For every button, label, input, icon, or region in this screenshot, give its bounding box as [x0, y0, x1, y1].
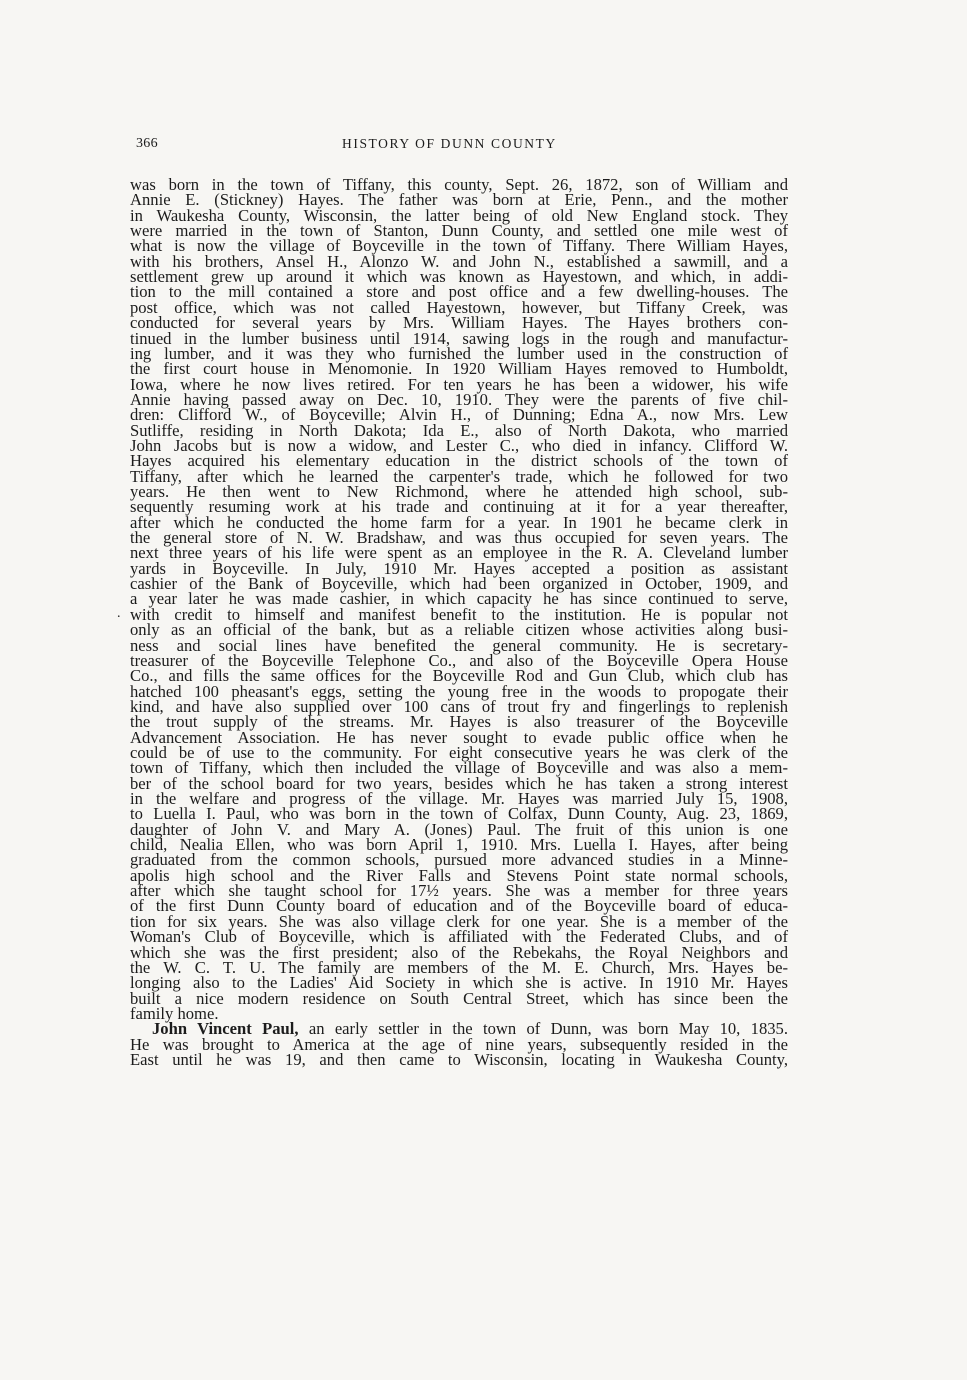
- text-line: with credit to himself and manifest benefit to the institution. He is popular not: [130, 604, 788, 624]
- text-line: could be of use to the community. For eight consecutive years he was clerk of the: [130, 742, 788, 762]
- text-line: graduated from the common schools, pursued more advanced studies in a Minne-: [130, 850, 788, 870]
- text-line: cashier of the Bank of Boyceville, which had been organized in October, 1909, and: [130, 574, 788, 594]
- text-line: settlement grew up around it which was known as Hayestown, and which, in addi-: [130, 267, 788, 287]
- text-line: only as an official of the bank, but as a reliable citizen whose activities along busi-: [130, 620, 788, 640]
- text-line: kind, and have also supplied over 100 cans of trout fry and fingerlings to replenish: [130, 696, 788, 716]
- text-line: dren: Clifford W., of Boyceville; Alvin H., of Dunning; Edna A., now Mrs. Lew: [130, 405, 788, 425]
- text-line: to Luella I. Paul, who was born in the town of Colfax, Dunn County, Aug. 23, 1869,: [130, 804, 788, 824]
- text-line: conducted for several years by Mrs. William Hayes. The Hayes brothers con-: [130, 313, 788, 333]
- text-line: Iowa, where he now lives retired. For ten years he has been a widower, his wife: [130, 374, 788, 394]
- text-line: after which she taught school for 17½ years. She was a member for three years: [130, 881, 788, 901]
- text-line: John Jacobs but is now a widow, and Lester C., who died in infancy. Clifford W.: [130, 435, 788, 455]
- text-line: town of Tiffany, which then included the village of Boyceville and was also a mem-: [130, 758, 788, 778]
- text-line: the W. C. T. U. The family are members of the M. E. Church, Mrs. Hayes be-: [130, 957, 788, 977]
- text-line: daughter of John V. and Mary A. (Jones) Paul. The fruit of this union is one: [130, 819, 788, 839]
- text-line: family home.: [130, 1003, 219, 1023]
- text-line: Annie E. (Stickney) Hayes. The father was born at Erie, Penn., and the mother: [130, 190, 788, 210]
- text-line: in Waukesha County, Wisconsin, the latter being of old New England stock. They: [130, 205, 788, 225]
- running-head: HISTORY OF DUNN COUNTY: [342, 136, 557, 151]
- text-line: tion for six years. She was also village clerk for one year. She is a member of the: [130, 911, 788, 931]
- text-line: sequently resuming work at his trade and continuing at it for a year thereafter,: [130, 497, 788, 517]
- text-line: a year later he was made cashier, in which capacity he has since continued to serve,: [130, 589, 788, 609]
- text-line: of the first Dunn County board of education and of the Boyceville board of educa-: [130, 896, 788, 916]
- text-line: Co., and fills the same offices for the Boyceville Rod and Gun Club, which club has: [130, 666, 788, 686]
- text-line: were married in the town of Stanton, Dunn County, and settled one mile west of: [130, 221, 788, 241]
- margin-mark: .: [117, 606, 121, 621]
- text-line: after which he conducted the home farm for a year. In 1901 he became clerk in: [130, 512, 788, 532]
- text-line: ber of the school board for two years, besides which he has taken a strong interest: [130, 773, 788, 793]
- text-line: built a nice modern residence on South Central Street, which has since been the: [130, 988, 788, 1008]
- text-line: tinued in the lumber business until 1914, sawing logs in the rough and manufactur-: [130, 328, 788, 348]
- text-line: years. He then went to New Richmond, where he attended high school, sub-: [130, 482, 788, 501]
- entry-first-line-text: an early settler in the town of Dunn, was born May 10, 1835.: [298, 1019, 788, 1039]
- text-line: with his brothers, Ansel H., Alonzo W. and John N., established a sawmill, and a: [130, 251, 788, 271]
- text-line: Advancement Association. He has never sought to evade public office when he: [130, 727, 788, 747]
- text-line: He was brought to America at the age of nine years, subsequently resided in the: [130, 1034, 788, 1054]
- text-line: which she was the first president; also of the Rebekahs, the Royal Neighbors and: [130, 942, 788, 962]
- text-line: what is now the village of Boyceville in the town of Tiffany. There William Hayes,: [130, 236, 788, 256]
- text-line: Tiffany, after which he learned the carpenter's trade, which he followed for two: [130, 466, 788, 486]
- text-line: post office, which was not called Hayestown, however, but Tiffany Creek, was: [130, 297, 788, 317]
- text-line: apolis high school and the River Falls and Stevens Point state normal schools,: [130, 865, 788, 885]
- text-line: tion to the mill contained a store and post office and a few dwelling-houses. The: [130, 282, 788, 302]
- text-line: longing also to the Ladies' Aid Society in which she is active. In 1910 Mr. Hayes: [130, 973, 788, 993]
- text-line: the trout supply of the streams. Mr. Hayes is also treasurer of the Boyceville: [130, 712, 788, 732]
- text-line: the general store of N. W. Bradshaw, and was thus occupied for seven years. The: [130, 528, 788, 548]
- text-line: Hayes acquired his elementary education in the district schools of the town of: [130, 451, 788, 471]
- text-line: the first court house in Menomonie. In 1920 William Hayes removed to Humboldt,: [130, 359, 788, 379]
- text-line: was born in the town of Tiffany, this county, Sept. 26, 1872, son of William and: [130, 175, 788, 194]
- text-line: next three years of his life were spent as an employee in the R. A. Cleveland lumber: [130, 543, 788, 563]
- text-line: Annie having passed away on Dec. 10, 1910. They were the parents of five chil-: [130, 389, 788, 409]
- text-line: child, Nealia Ellen, who was born April 1, 1910. Mrs. Luella I. Hayes, after being: [130, 835, 788, 855]
- text-line: ing lumber, and it was they who furnished the lumber used in the construction of: [130, 343, 788, 363]
- text-line: yards in Boyceville. In July, 1910 Mr. Hayes accepted a position as assistant: [130, 558, 788, 578]
- text-line: Woman's Club of Boyceville, which is affiliated with the Federated Clubs, and of: [130, 927, 788, 947]
- text-line: treasurer of the Boyceville Telephone Co., and also of the Boyceville Opera House: [130, 650, 788, 670]
- page-header: [136, 136, 836, 156]
- entry-name: John Vincent Paul,: [152, 1019, 299, 1039]
- text-line: ness and social lines have benefited the general community. He is secretary-: [130, 635, 788, 655]
- page-number: 366: [136, 136, 158, 151]
- text-line: Sutliffe, residing in North Dakota; Ida E., also of North Dakota, who married: [130, 420, 788, 440]
- text-line: hatched 100 pheasant's eggs, setting the young free in the woods to propogate their: [130, 681, 788, 701]
- text-line: East until he was 19, and then came to Wisconsin, locating in Waukesha County,: [130, 1049, 788, 1069]
- text-line: in the welfare and progress of the village. Mr. Hayes was married July 15, 1908,: [130, 789, 788, 808]
